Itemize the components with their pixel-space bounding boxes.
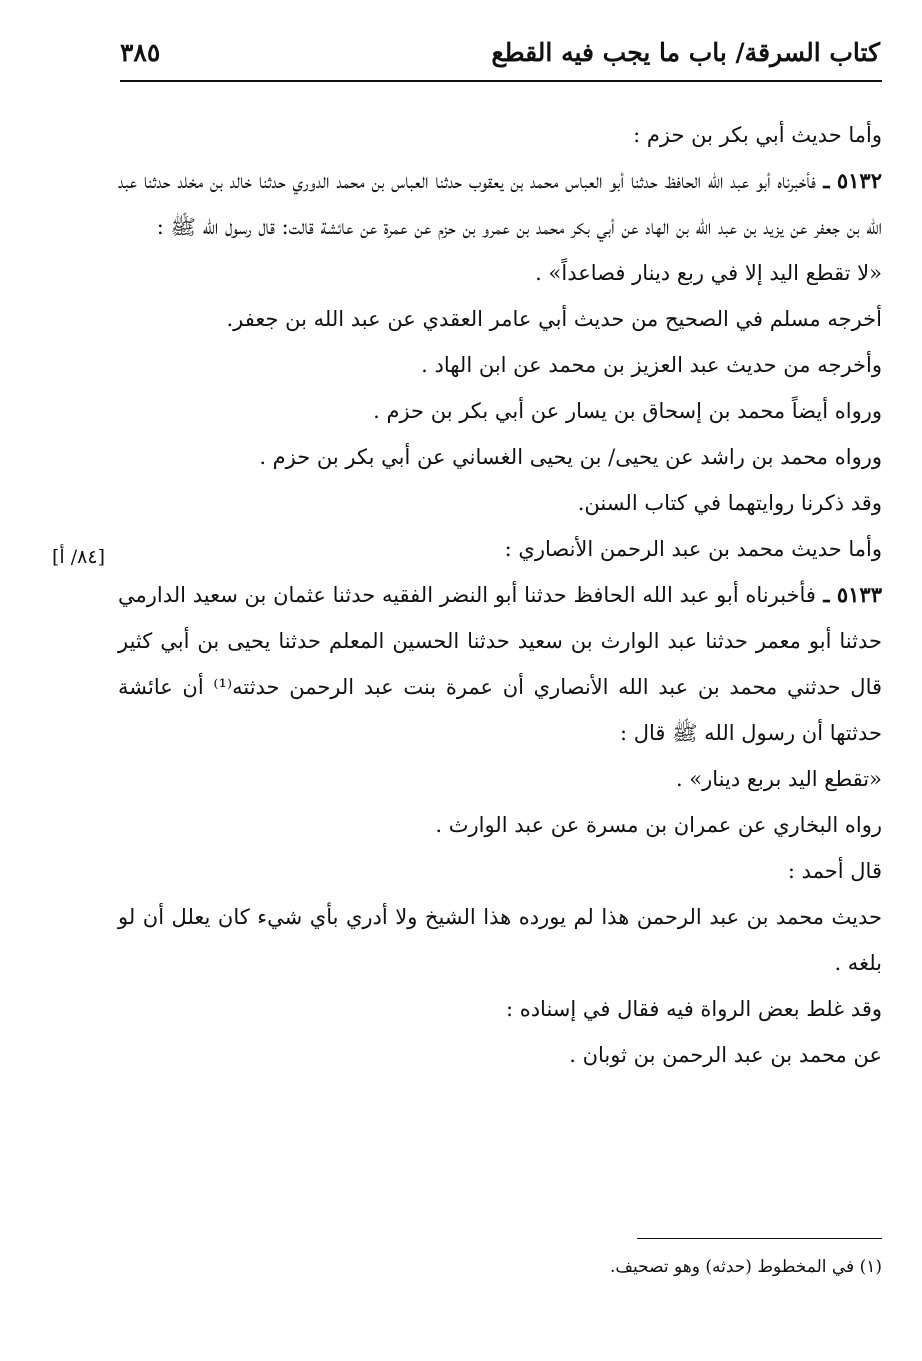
running-title: كتاب السرقة/ باب ما يجب فيه القطع [491, 38, 880, 67]
hadith-number: ٥١٣٢ ـ [815, 168, 882, 193]
page-number: ٣٨٥ [120, 38, 161, 67]
hadith-number: ٥١٣٣ ـ [815, 582, 882, 607]
paragraph [118, 250, 882, 296]
paragraph [118, 480, 882, 526]
paragraph-text: عن محمد بن عبد الرحمن بن ثوبان . [569, 1043, 882, 1067]
manuscript-folio-marker: [٨٤/ أ] [52, 546, 105, 568]
paragraph-text: وأما حديث أبي بكر بن حزم : [633, 123, 882, 147]
paragraph-text: قال أحمد : [787, 859, 882, 883]
paragraph-text: وقد ذكرنا روايتهما في كتاب السنن. [577, 491, 882, 515]
paragraph [118, 848, 882, 894]
paragraph-text: رواه البخاري عن عمران بن مسرة عن عبد الوارث . [435, 813, 882, 837]
paragraph [118, 112, 882, 158]
paragraph-text: وأخرجه من حديث عبد العزيز بن محمد عن ابن الهاد . [421, 353, 882, 377]
paragraph-text: «تقطع اليد بربع دينار» . [675, 767, 882, 791]
paragraph-text: فأخبرناه أبو عبد الله الحافظ حدثنا أبو العباس محمد بن يعقوب حدثنا العباس بن محمد الدوري حدثنا خالد بن مخلد حدثنا عبد الله بن جعفر عن يزيد بن عبد الله بن الهاد عن أبي بكر محمد بن عمرو بن حزم عن عمرة عن عائشة قالت: قال رسول الله ﷺ : [118, 169, 882, 239]
paragraph [118, 986, 882, 1032]
paragraph-hadith-5132 [118, 158, 882, 250]
paragraph-text: حديث محمد بن عبد الرحمن هذا لم يورده هذا الشيخ ولا أدري بأي شيء كان يعلل أن لو بلغه . [118, 905, 882, 975]
paragraph-text: وأما حديث محمد بن عبد الرحمن الأنصاري : [504, 537, 882, 561]
paragraph [118, 756, 882, 802]
paragraph [118, 1032, 882, 1078]
paragraph-text: «لا تقطع اليد إلا في ربع دينار فصاعداً» . [535, 261, 882, 285]
paragraph-text: ورواه محمد بن راشد عن يحيى/ بن يحيى الغساني عن أبي بكر بن حزم . [259, 445, 882, 469]
paragraph [118, 526, 882, 572]
paragraph [118, 802, 882, 848]
paragraph-text: أخرجه مسلم في الصحيح من حديث أبي عامر العقدي عن عبد الله بن جعفر. [226, 307, 882, 331]
paragraph [118, 434, 882, 480]
page-body [118, 112, 882, 1078]
header-rule [120, 80, 882, 82]
paragraph [118, 342, 882, 388]
paragraph-text: ورواه أيضاً محمد بن إسحاق بن يسار عن أبي بكر بن حزم . [373, 399, 882, 423]
paragraph-text: فأخبرناه أبو عبد الله الحافظ حدثنا أبو النضر الفقيه حدثنا عثمان بن سعيد الدارمي حدثنا أبو معمر حدثنا عبد الوارث بن سعيد حدثنا الحسين المعلم حدثنا يحيى بن أبي كثير قال حدثني محمد بن عبد الله الأنصاري أن عمرة بنت عبد الرحمن حدثته⁽¹⁾ أن عائشة حدثتها أن رسول الله ﷺ قال : [118, 583, 883, 745]
paragraph [118, 894, 882, 986]
paragraph [118, 388, 882, 434]
page-header [120, 38, 880, 78]
footnote-rule [637, 1238, 882, 1239]
paragraph [118, 296, 882, 342]
footnote: (١) في المخطوط (حدثه) وهو تصحيف. [610, 1257, 882, 1277]
paragraph-text: وقد غلط بعض الرواة فيه فقال في إسناده : [505, 997, 882, 1021]
paragraph-hadith-5133 [118, 572, 882, 756]
